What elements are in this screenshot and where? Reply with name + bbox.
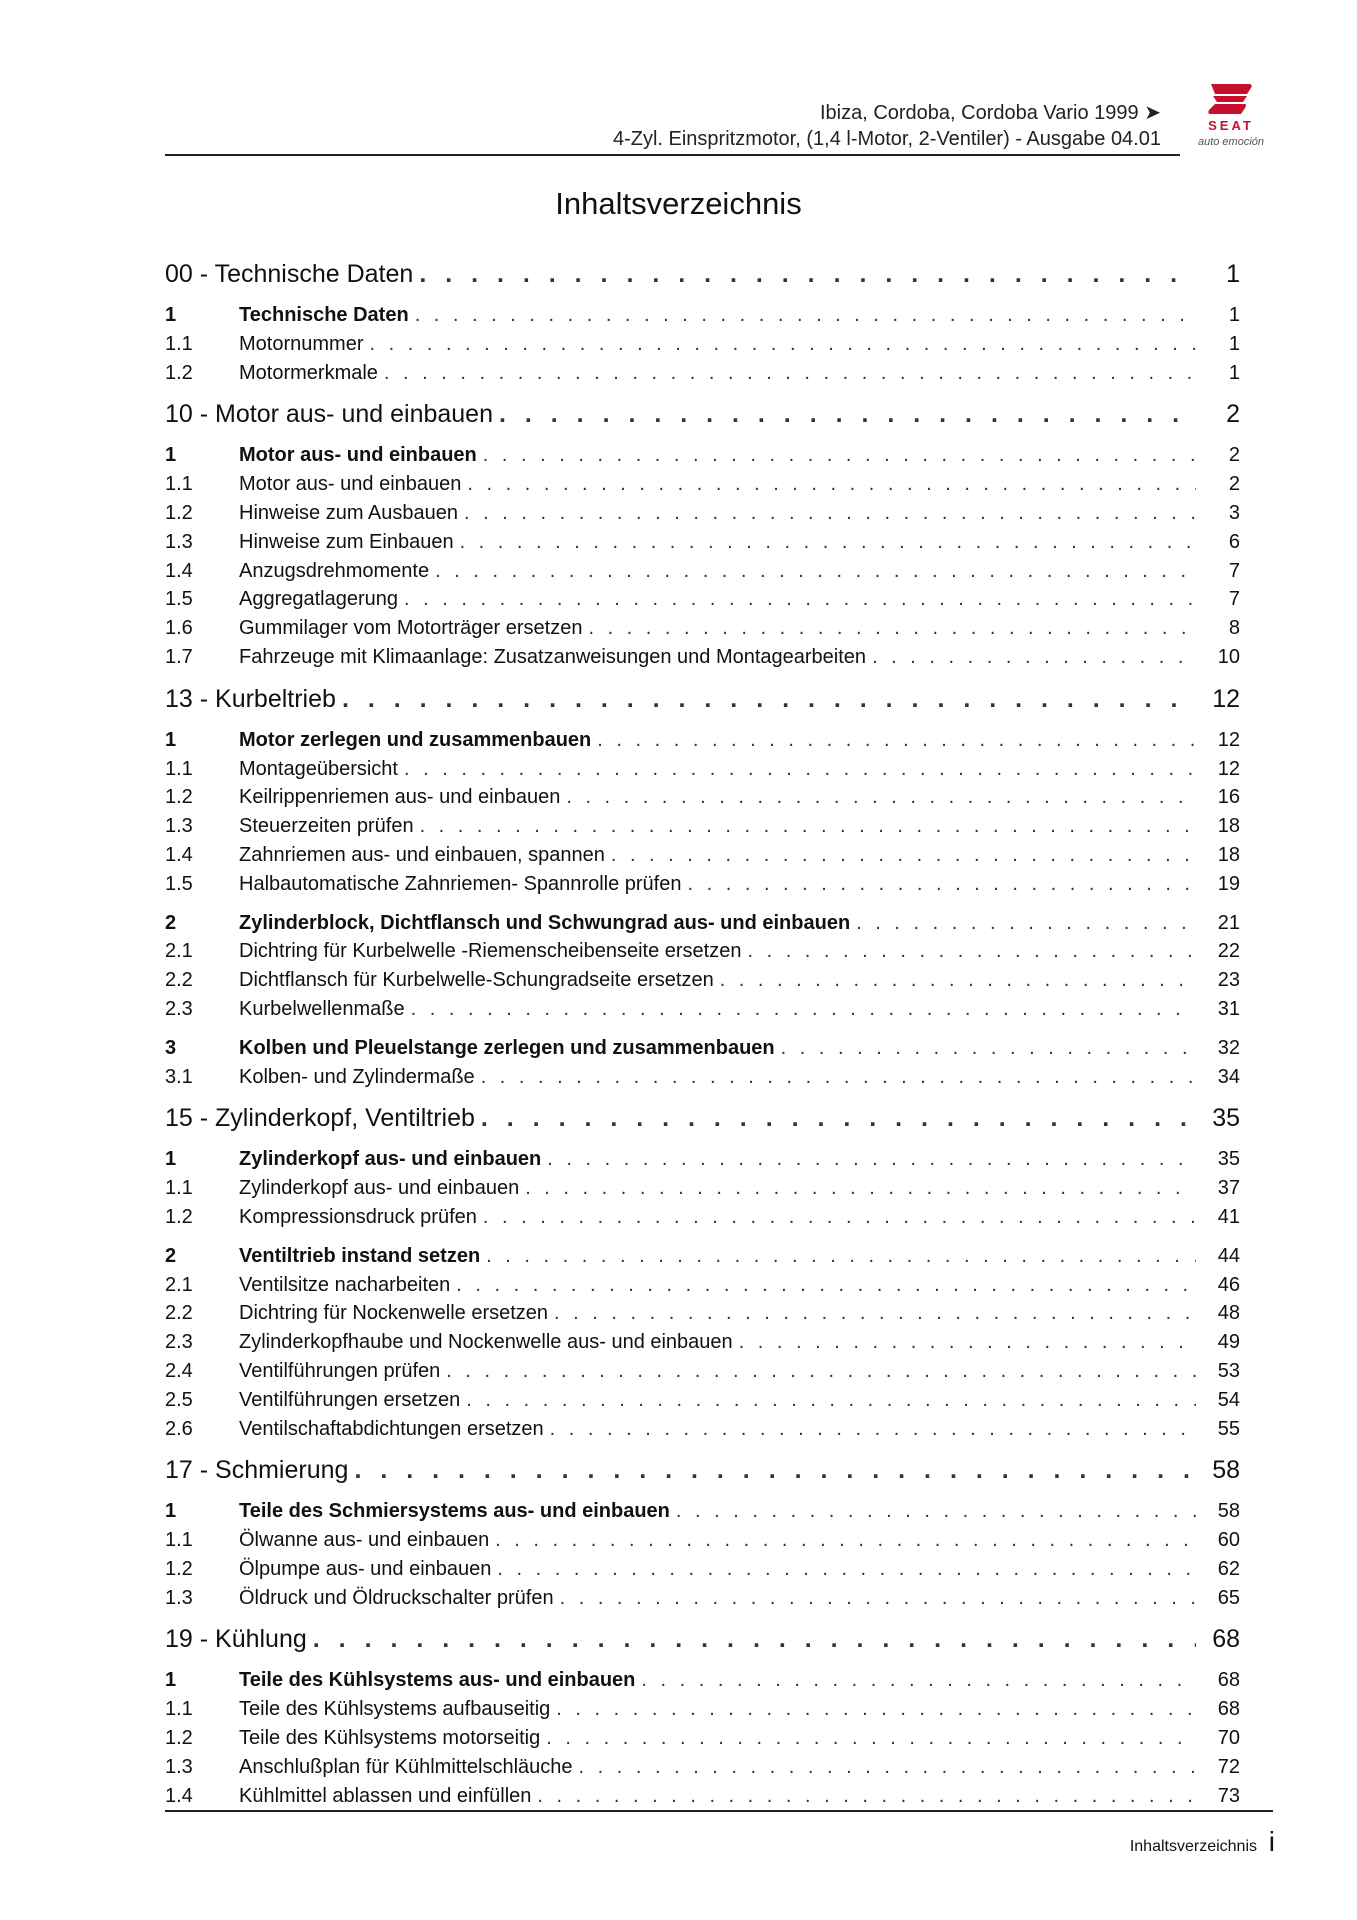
toc-entry-title: Dichtflansch für Kurbelwelle-Schungradseite ersetzen (239, 969, 714, 992)
toc-dot-leader (483, 444, 1196, 467)
toc-entry-number: 1.2 (165, 786, 193, 809)
toc-entry-page: 21 (1217, 911, 1240, 934)
toc-entry-title: Teile des Kühlsystems aus- und einbauen (239, 1669, 636, 1692)
toc-entry-title: Zylinderkopf aus- und einbauen (239, 1177, 520, 1200)
toc-entry-title: Motor aus- und einbauen (239, 444, 477, 467)
toc-entry-title: Ölpumpe aus- und einbauen (239, 1557, 492, 1580)
toc-entry[interactable] (165, 1148, 1240, 1177)
toc-section-page: 12 (1212, 684, 1240, 713)
toc-entry-title: Kolben- und Zylindermaße (239, 1065, 475, 1088)
toc-entry-page: 53 (1217, 1359, 1240, 1382)
toc-entry-title: Kurbelwellenmaße (239, 997, 405, 1020)
toc-entry-number: 2 (165, 911, 177, 934)
toc-dot-leader (588, 617, 1196, 640)
toc-entry[interactable] (165, 444, 1240, 473)
header-engine-edition: 4-Zyl. Einspritzmotor, (1,4 l-Motor, 2-Ventiler) - Ausgabe 04.01 (612, 128, 1161, 150)
toc-dot-leader (556, 1698, 1196, 1721)
toc-entry[interactable] (165, 1529, 1240, 1558)
toc-entry-title: Technische Daten (239, 304, 409, 326)
toc-entry-page: 31 (1217, 997, 1240, 1020)
toc-entry-title: Teile des Kühlsystems aufbauseitig (239, 1698, 551, 1721)
toc-section-entries (165, 1500, 1240, 1615)
toc-entry-page: 6 (1228, 530, 1240, 553)
toc-dot-leader (856, 912, 1196, 935)
toc-dot-leader (611, 844, 1196, 867)
toc-entry-number: 1.6 (165, 617, 193, 640)
toc-entry-number: 1 (165, 1148, 177, 1171)
seat-logo-icon (1189, 80, 1273, 118)
toc-entry-number: 1.2 (165, 1205, 193, 1228)
toc-entry[interactable] (165, 646, 1240, 675)
toc-entry[interactable] (165, 333, 1240, 362)
toc-dot-leader (550, 1418, 1196, 1441)
toc-entry-number: 1 (165, 728, 177, 751)
toc-section-title: 15 - Zylinderkopf, Ventiltrieb (165, 1104, 475, 1133)
toc-dot-leader (537, 1785, 1196, 1808)
toc-entry-title: Motormerkmale (239, 361, 378, 384)
toc-section-entries (165, 1669, 1240, 1813)
toc-entry-title: Motor aus- und einbauen (239, 473, 462, 496)
toc-entry[interactable] (165, 1698, 1240, 1727)
toc-entry[interactable] (165, 998, 1240, 1027)
toc-entry[interactable] (165, 1558, 1240, 1587)
toc-entry-number: 3.1 (165, 1065, 193, 1088)
toc-section-page: 35 (1212, 1104, 1240, 1133)
toc-section-title: 10 - Motor aus- und einbauen (165, 400, 493, 429)
toc-entry-page: 22 (1217, 940, 1240, 963)
toc-entry-title: Ventilschaftabdichtungen ersetzen (239, 1417, 544, 1440)
toc-dot-leader (446, 1360, 1196, 1383)
toc-entry-page: 18 (1217, 815, 1240, 838)
toc-dot-leader (641, 1669, 1196, 1692)
toc-entry-page: 34 (1217, 1065, 1240, 1088)
toc-section-page: 1 (1226, 260, 1240, 288)
toc-dot-leader (467, 473, 1196, 496)
toc-dot-leader (411, 998, 1196, 1021)
toc-dot-leader (354, 1456, 1196, 1485)
footer-rule (165, 1810, 1273, 1812)
toc-entry-title: Zylinderkopfhaube und Nockenwelle aus- und einbauen (239, 1331, 733, 1354)
toc-dot-leader (676, 1500, 1196, 1523)
toc-entry-page: 46 (1217, 1273, 1240, 1296)
toc-entry[interactable] (165, 1500, 1240, 1529)
toc-entry-page: 35 (1217, 1148, 1240, 1171)
toc-section-title: 17 - Schmierung (165, 1456, 349, 1485)
toc-entry-page: 23 (1217, 969, 1240, 992)
toc-dot-leader (872, 646, 1196, 669)
toc-entry[interactable] (165, 912, 1240, 941)
toc-entry-title: Aggregatlagerung (239, 588, 399, 611)
toc-entry[interactable] (165, 844, 1240, 873)
toc-entry-number: 1 (165, 444, 177, 467)
toc-entry[interactable] (165, 815, 1240, 844)
toc-dot-leader (483, 1206, 1196, 1229)
toc-entry-page: 44 (1217, 1244, 1240, 1267)
toc-entry-page: 62 (1217, 1557, 1240, 1580)
toc-entry[interactable] (165, 1669, 1240, 1698)
toc-section[interactable] (165, 1456, 1240, 1496)
toc-dot-leader (419, 260, 1196, 289)
toc-entry-number: 1.2 (165, 501, 193, 524)
toc-entry-page: 7 (1228, 559, 1240, 582)
toc-dot-leader (481, 1066, 1196, 1089)
toc-entry-number: 1.7 (165, 645, 193, 668)
toc-section-title: 00 - Technische Daten (165, 260, 414, 288)
toc-entry[interactable] (165, 617, 1240, 646)
toc-entry-title: Zylinderkopf aus- und einbauen (239, 1148, 542, 1171)
toc-entry-number: 1.1 (165, 473, 193, 496)
toc-entry-page: 2 (1228, 473, 1240, 496)
toc-entry-number: 2.5 (165, 1388, 193, 1411)
toc-entry-number: 1.3 (165, 1586, 193, 1609)
toc-dot-leader (313, 1625, 1196, 1654)
toc-section[interactable] (165, 685, 1240, 725)
toc-entry[interactable] (165, 1037, 1240, 1066)
toc-section-page: 68 (1212, 1625, 1240, 1654)
toc-entry-title: Anzugsdrehmomente (239, 559, 430, 582)
toc-entry-page: 60 (1217, 1529, 1240, 1552)
toc-dot-leader (547, 1148, 1196, 1171)
toc-entry[interactable] (165, 560, 1240, 589)
toc-section[interactable] (165, 1104, 1240, 1144)
toc-entry-page: 37 (1217, 1177, 1240, 1200)
toc-entry[interactable] (165, 304, 1240, 333)
toc-section-entries (165, 444, 1240, 674)
toc-dot-leader (460, 531, 1196, 554)
toc-entry-title: Keilrippenriemen aus- und einbauen (239, 786, 561, 809)
toc-entry-title: Dichtring für Kurbelwelle -Riemenscheibenseite ersetzen (239, 940, 742, 963)
toc-entry[interactable] (165, 1360, 1240, 1389)
toc-entry-number: 2.3 (165, 997, 193, 1020)
toc-entry[interactable] (165, 1727, 1240, 1756)
toc-entry-page: 12 (1217, 757, 1240, 780)
toc-entry-page: 7 (1228, 588, 1240, 611)
toc-entry[interactable] (165, 1418, 1240, 1447)
seat-logo (1189, 80, 1273, 150)
toc-entry-title: Teile des Kühlsystems motorseitig (239, 1727, 541, 1750)
toc-entry-number: 2.1 (165, 1273, 193, 1296)
toc-entry-page: 55 (1217, 1417, 1240, 1440)
toc-dot-leader (560, 1587, 1196, 1610)
toc-dot-leader (720, 969, 1196, 992)
toc-dot-leader (781, 1037, 1196, 1060)
toc-dot-leader (597, 729, 1196, 752)
toc-entry-title: Ventiltrieb instand setzen (239, 1244, 481, 1267)
toc-entry-number: 1.2 (165, 1557, 193, 1580)
page-title: Inhaltsverzeichnis (555, 186, 802, 221)
toc-entry-title: Anschlußplan für Kühlmittelschläuche (239, 1755, 573, 1778)
toc-entry-number: 2.1 (165, 940, 193, 963)
toc-entry-number: 1.5 (165, 872, 193, 895)
footer-page-number: i (1268, 1826, 1275, 1857)
toc-section-title: 13 - Kurbeltrieb (165, 684, 336, 713)
toc-entry-page: 2 (1228, 444, 1240, 467)
toc-dot-leader (481, 1104, 1196, 1133)
toc-entry-number: 1.4 (165, 843, 193, 866)
toc-entry[interactable] (165, 1331, 1240, 1360)
page-header (165, 96, 1273, 156)
toc-entry-number: 1 (165, 304, 177, 326)
toc-section[interactable] (165, 260, 1240, 300)
toc-dot-leader (456, 1274, 1196, 1297)
toc-entry-page: 73 (1217, 1784, 1240, 1807)
toc-entry-title: Hinweise zum Ausbauen (239, 501, 459, 524)
toc-entry[interactable] (165, 1302, 1240, 1331)
toc-dot-leader (499, 400, 1196, 429)
toc-entry[interactable] (165, 531, 1240, 560)
toc-entry[interactable] (165, 502, 1240, 531)
toc-entry-number: 2.2 (165, 969, 193, 992)
toc-entry-number: 1.1 (165, 1529, 193, 1552)
toc-dot-leader (466, 1389, 1196, 1412)
toc-dot-leader (404, 758, 1196, 781)
toc-dot-leader (579, 1756, 1196, 1779)
toc-dot-leader (554, 1302, 1196, 1325)
toc-dot-leader (342, 685, 1196, 714)
toc-entry[interactable] (165, 1245, 1240, 1274)
toc-entry-title: Hinweise zum Einbauen (239, 530, 454, 553)
toc-entry-page: 18 (1217, 843, 1240, 866)
toc-entry-number: 2.6 (165, 1417, 193, 1440)
toc-entry-page: 72 (1217, 1755, 1240, 1778)
toc-entry[interactable] (165, 588, 1240, 617)
toc-entry-number: 1.2 (165, 1727, 193, 1750)
toc-entry-number: 1.1 (165, 757, 193, 780)
toc-entry-title: Kolben und Pleuelstange zerlegen und zusammenbauen (239, 1036, 775, 1059)
toc-dot-leader (495, 1529, 1196, 1552)
toc-entry[interactable] (165, 940, 1240, 969)
toc-entry-number: 1.1 (165, 1698, 193, 1721)
toc-section[interactable] (165, 400, 1240, 440)
toc-entry[interactable] (165, 786, 1240, 815)
toc-dot-leader (747, 940, 1196, 963)
toc-entry-title: Gummilager vom Motorträger ersetzen (239, 617, 583, 640)
toc-dot-leader (384, 362, 1196, 385)
toc-entry-page: 48 (1217, 1302, 1240, 1325)
toc-dot-leader (435, 560, 1196, 583)
toc-entry-title: Zahnriemen aus- und einbauen, spannen (239, 843, 605, 866)
toc-entry-page: 16 (1217, 786, 1240, 809)
toc-entry-title: Ventilführungen ersetzen (239, 1388, 461, 1411)
toc-dot-leader (486, 1245, 1196, 1268)
toc-entry-number: 1.4 (165, 1784, 193, 1807)
toc-entry[interactable] (165, 362, 1240, 391)
toc-entry[interactable] (165, 1389, 1240, 1418)
toc-entry-title: Öldruck und Öldruckschalter prüfen (239, 1586, 554, 1609)
toc-dot-leader (687, 873, 1196, 896)
header-vehicle-models: Ibiza, Cordoba, Cordoba Vario 1999 ➤ (819, 102, 1161, 124)
toc-entry-number: 1.1 (165, 332, 193, 355)
toc-entry-title: Ölwanne aus- und einbauen (239, 1529, 490, 1552)
toc-entry-number: 1 (165, 1500, 177, 1523)
toc-entry-page: 1 (1228, 361, 1240, 384)
toc-dot-leader (415, 304, 1196, 327)
toc-section-page: 2 (1226, 400, 1240, 429)
toc-entry-number: 1.3 (165, 815, 193, 838)
toc-entry[interactable] (165, 758, 1240, 787)
toc-entry-page: 19 (1217, 872, 1240, 895)
toc-entry-title: Steuerzeiten prüfen (239, 815, 414, 838)
toc-dot-leader (464, 502, 1196, 525)
toc-section-entries (165, 304, 1240, 390)
toc-entry-title: Kompressionsdruck prüfen (239, 1205, 477, 1228)
toc-entry[interactable] (165, 1274, 1240, 1303)
toc-entry-page: 70 (1217, 1727, 1240, 1750)
toc-entry[interactable] (165, 1206, 1240, 1235)
toc-entry-page: 65 (1217, 1586, 1240, 1609)
toc-entry-page: 12 (1217, 728, 1240, 751)
toc-entry-number: 2 (165, 1244, 177, 1267)
toc-entry[interactable] (165, 1756, 1240, 1785)
toc-entry-number: 1.5 (165, 588, 193, 611)
toc-entry-title: Kühlmittel ablassen und einfüllen (239, 1784, 532, 1807)
toc-section[interactable] (165, 1625, 1240, 1665)
toc-entry-number: 2.4 (165, 1359, 193, 1382)
toc-entry[interactable] (165, 729, 1240, 758)
toc-entry-title: Halbautomatische Zahnriemen- Spannrolle prüfen (239, 872, 682, 895)
toc-entry-title: Dichtring für Nockenwelle ersetzen (239, 1302, 549, 1325)
toc-entry-number: 1.4 (165, 559, 193, 582)
toc-dot-leader (525, 1177, 1196, 1200)
toc-entry-title: Teile des Schmiersystems aus- und einbauen (239, 1500, 670, 1523)
toc-entry-title: Motornummer (239, 332, 364, 355)
toc-entry-number: 1.3 (165, 530, 193, 553)
toc-dot-leader (369, 333, 1196, 356)
toc-entry-number: 2.2 (165, 1302, 193, 1325)
toc-section-entries (165, 1148, 1240, 1446)
toc-entry-number: 2.3 (165, 1331, 193, 1354)
toc-section-title: 19 - Kühlung (165, 1625, 307, 1654)
toc-entry[interactable] (165, 1177, 1240, 1206)
logo-brand-text: SEAT (1208, 118, 1254, 133)
toc-entry-page: 8 (1228, 617, 1240, 640)
toc-entry[interactable] (165, 1587, 1240, 1616)
toc-entry-number: 1.1 (165, 1177, 193, 1200)
toc-entry-page: 32 (1217, 1036, 1240, 1059)
toc-entry-page: 1 (1228, 332, 1240, 355)
toc-entry[interactable] (165, 1066, 1240, 1095)
toc-entry-title: Fahrzeuge mit Klimaanlage: Zusatzanweisungen und Montagearbeiten (239, 645, 867, 668)
toc-entry[interactable] (165, 969, 1240, 998)
toc-entry-page: 10 (1217, 645, 1240, 668)
toc-dot-leader (566, 786, 1196, 809)
toc-section-entries (165, 729, 1240, 1095)
toc-entry-page: 1 (1228, 304, 1240, 326)
toc-entry-page: 49 (1217, 1331, 1240, 1354)
header-rule (165, 154, 1180, 156)
toc-section-page: 58 (1212, 1456, 1240, 1485)
logo-slogan: auto emoción (1197, 136, 1265, 148)
toc-dot-leader (546, 1727, 1196, 1750)
footer-label: Inhaltsverzeichnis (1129, 1838, 1257, 1855)
toc-entry-title: Ventilsitze nacharbeiten (239, 1273, 451, 1296)
toc-entry-number: 3 (165, 1036, 177, 1059)
toc-entry-title: Motor zerlegen und zusammenbauen (239, 728, 592, 751)
toc-entry[interactable] (165, 473, 1240, 502)
toc-dot-leader (739, 1331, 1196, 1354)
toc-entry-number: 1.2 (165, 361, 193, 384)
toc-entry-title: Zylinderblock, Dichtflansch und Schwungrad aus- und einbauen (239, 911, 851, 934)
toc-entry-page: 58 (1217, 1500, 1240, 1523)
toc-entry-number: 1.3 (165, 1755, 193, 1778)
toc-entry-page: 68 (1217, 1698, 1240, 1721)
toc-entry-title: Ventilführungen prüfen (239, 1359, 441, 1382)
toc-entry[interactable] (165, 873, 1240, 902)
toc-entry-page: 41 (1217, 1205, 1240, 1228)
toc-entry-page: 3 (1228, 501, 1240, 524)
toc-dot-leader (497, 1558, 1196, 1581)
table-of-contents (165, 260, 1240, 1813)
toc-entry-number: 1 (165, 1669, 177, 1692)
toc-entry-page: 68 (1217, 1669, 1240, 1692)
toc-entry-page: 54 (1217, 1388, 1240, 1411)
toc-entry-title: Montageübersicht (239, 757, 398, 780)
toc-dot-leader (404, 588, 1196, 611)
toc-dot-leader (420, 815, 1196, 838)
